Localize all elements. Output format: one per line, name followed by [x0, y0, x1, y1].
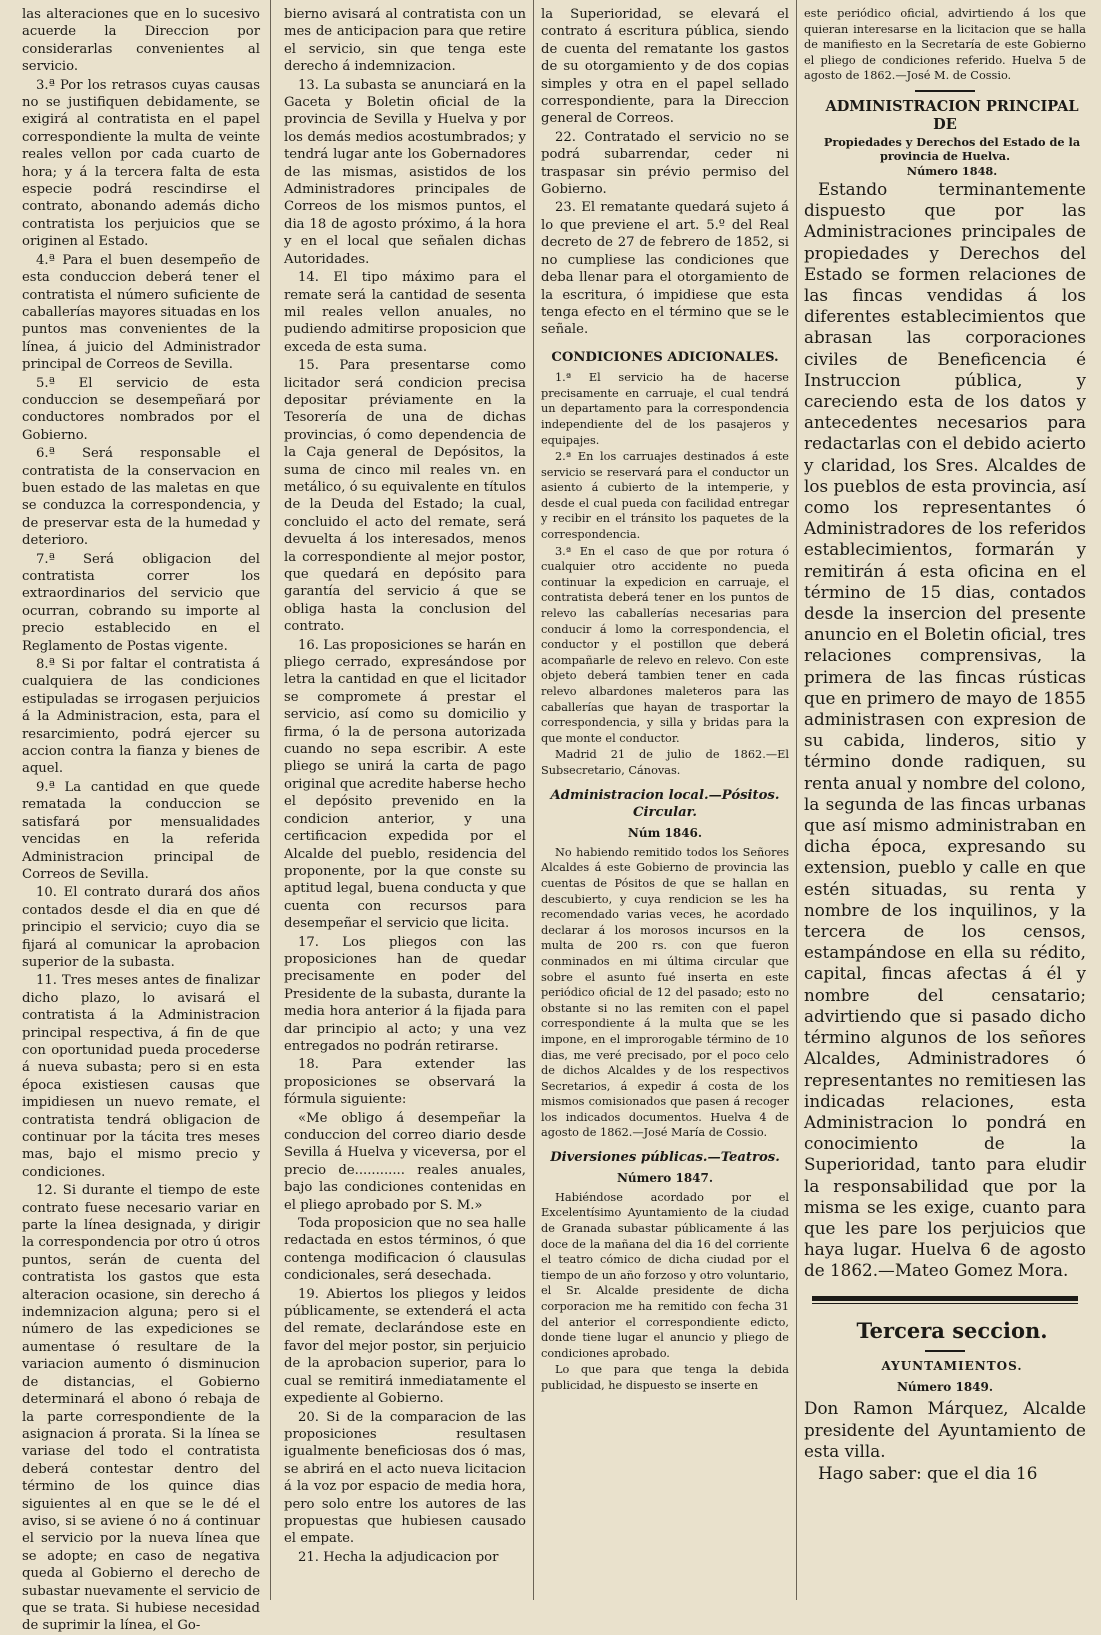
paragraph: las alteraciones que en lo sucesivo acuerde la Direccion por considerarlas convenientes al servicio. [22, 7, 260, 75]
paragraph: Habiéndose acordado por el Excelentísimo Ayuntamiento de la ciudad de Granada subastar públicamente á las doce de la mañana del dia 16 del corriente el teatro cómico de dicha ciudad por el tiempo de un año forzoso y otro voluntario, el Sr. Alcalde presidente de dicha corporacion me ha remitido con fecha 31 del anterior el correspondiente edicto, donde tiene lugar el anuncio y pliego de condiciones aprobado. [541, 1190, 789, 1360]
column-1 [22, 6, 260, 1634]
section-heading: Diversiones públicas.—Teatros. [550, 1150, 780, 1166]
paragraph: 14. El tipo máximo para el remate será la cantidad de sesenta mil reales vellon anuales, no pudiendo admitirse proposicion que exceda de esta suma. [284, 270, 526, 355]
paragraph: este periódico oficial, advirtiendo á los que quieran interesarse en la licitacion que se halla de manifiesto en la Secretaría de este Gobierno el pliego de condiciones referido. Huelva 5 de agosto de 1862.—José M. de Cossio. [804, 7, 1086, 83]
paragraph: 18. Para extender las proposiciones se observará la fórmula siguiente: [284, 1057, 526, 1108]
paragraph: «Me obligo á desempeñar la conduccion del correo diario desde Sevilla á Huelva y viceversa, por el precio de............ reales anuales, bajo las condiciones contenidas en el pliego aprobado por S. M.» [284, 1110, 526, 1213]
notice-number: Número 1847. [616, 1171, 714, 1186]
paragraph: 23. El rematante quedará sujeto á lo que previene el art. 5.º del Real decreto de 27 de febrero de 1852, si no cumpliese las condiciones que deba llenar para el otorgamiento de la escritura, ó impidiese que esta tenga efecto en el término que se le señale. [541, 200, 789, 338]
paragraph: 16. Las proposiciones se harán en pliego cerrado, expresándose por letra la cantidad en que el licitador se compromete á prestar el servicio, así como su domicilio y firma, ó la de persona autorizada cuando no sepa escribir. A este pliego se unirá la carta de pago original que acredite haberse hecho el depósito prevenido en la condicion anterior, y una certificacion expedida por el Alcalde del pueblo, residencia del proponente, por la que conste su aptitud legal, buena conducta y que cuenta con recursos para desempeñar el servicio que licita. [284, 637, 526, 932]
paragraph: 22. Contratado el servicio no se podrá subarrendar, ceder ni traspasar sin prévio permiso del Gobierno. [541, 129, 789, 198]
notice-text: Don Ramon Márquez, Alcalde presidente del Ayuntamiento de esta villa. [804, 1398, 1086, 1461]
separator [915, 90, 975, 92]
paragraph: No habiendo remitido todos los Señores Alcaldes á este Gobierno de provincia las cuentas de Pósitos de que se hallan en descubierto, y cuya rendicion se les ha recomendado varias veces, he acordado declarar á los morosos incursos en la multa de 200 rs. con que fueron conminados en mi última circular que sobre el asunto fué inserta en este periódico oficial de 12 del pasado; esto no obstante si no las remiten con el papel correspondiente á la multa que se les impone, en el improrogable término de 10 dias, me veré precisado, por el poco celo de dichos Alcaldes y de los respectivos Secretarios, á expedir á costa de los mismos comisionados que pasen á recoger los indicados documentos. Huelva 4 de agosto de 1862.—José María de Cossio. [541, 845, 789, 1140]
section-rule [812, 1296, 1078, 1301]
paragraph: Toda proposicion que no sea halle redactada en estos términos, ó que contenga modificacion ó clausulas condicionales, será desechada. [284, 1216, 526, 1284]
paragraph: 2.ª En los carruajes destinados á este servicio se reservará para el conductor un asiento á cubierto de la intemperie, y desde el cual pueda con facilidad entregar y recibir en el tránsito los paquetes de la correspondencia. [541, 450, 789, 542]
separator [925, 1350, 965, 1352]
paragraph: 11. Tres meses antes de finalizar dicho plazo, lo avisará el contratista á la Administracion principal respectiva, á fin de que con oportunidad pueda procederse á nueva subasta; pero si en esta época existiesen causas que impidiesen un nuevo remate, el contratista tendrá obligacion de continuar por la tácita tres meses mas, bajo el mismo precio y condiciones. [22, 973, 260, 1180]
paragraph: 8.ª Si por faltar el contratista á cualquiera de las condiciones estipuladas se irrogasen perjuicios á la Administracion, esta, para el resarcimiento, podrá ejercer su accion contra la fianza y bienes de aquel. [22, 657, 260, 777]
notice-number: Número 1849. [896, 1379, 994, 1394]
paragraph: Lo que para que tenga la debida publicidad, he dispuesto se inserte en [541, 1363, 789, 1392]
column-2 [284, 6, 526, 1594]
column-divider [533, 0, 534, 1600]
paragraph: 3.ª Por los retrasos cuyas causas no se justifiquen debidamente, se exigirá al contratista en el papel correspondiente la multa de veinte reales vellon por cada cuarto de hora; y á la tercera falta de esta especie podrá rescindirse el contrato, abonando además dicho contratista los perjuicios que se originen al Estado. [22, 77, 260, 250]
paragraph: 21. Hecha la adjudicacion por [298, 1549, 499, 1565]
paragraph: 15. Para presentarse como licitador será condicion precisa depositar préviamente en la Tesorería de una de dichas provincias, ó como dependencia de la Caja general de Depósitos, la suma de cinco mil reales vn. en metálico, ó su equivalente en títulos de la Deuda del Estado; la cual, concluido el acto del remate, será devuelta á los interesados, menos la correspondiente al mejor postor, que quedará en depósito para garantía del servicio á que se obliga hasta la conclusion del contrato. [284, 358, 527, 635]
subheading: CONDICIONES ADICIONALES. [551, 349, 779, 365]
notice-number: Número 1848. [906, 163, 998, 178]
section-title: Tercera seccion. [856, 1317, 1048, 1343]
paragraph: 20. Si de la comparacion de las proposiciones resultasen igualmente beneficiosas dos ó mas, se abrirá en el acto nueva licitacion á la voz por espacio de media hora, pero solo entre los autores de las propuestas que hubiesen causado el empate. [284, 1409, 526, 1547]
column-4 [804, 6, 1086, 1594]
paragraph: 6.ª Será responsable el contratista de la conservacion en buen estado de las maletas en que se conduzca la correspondencia, y de preservar esta de la humedad y deterioro. [22, 446, 260, 549]
notice-text: Hago saber: que el dia 16 [818, 1462, 1038, 1483]
paragraph: bierno avisará al contratista con un mes de anticipacion para que retire el servicio, sin que tenga este derecho á indemnizacion. [284, 7, 526, 75]
column-3 [541, 6, 789, 1594]
paragraph: 3.ª En el caso de que por rotura ó cualquier otro accidente no pueda continuar la expedicion en carruaje, el contratista deberá tener en los puntos de relevo las caballerías necesarias para conducir á lomo la correspondencia, el conductor y el postillon que deberá acompañarle de relevo en relevo. Con este objeto deberá tambien tener en cada relevo albardones maleteros para las caballerías que hayan de trasportar la correspondencia, y silla y bridas para la que monte el conductor. [541, 544, 789, 745]
notice-number: Núm 1846. [627, 826, 703, 841]
paragraph: 5.ª El servicio de esta conduccion se desempeñará por conductores nombrados por el Gobierno. [22, 375, 260, 443]
section-subtitle: AYUNTAMIENTOS. [881, 1358, 1023, 1373]
column-divider [270, 0, 271, 1600]
paragraph: 4.ª Para el buen desempeño de esta conduccion deberá tener el contratista el número suficiente de caballerías mayores situadas en los puntos mas convenientes de la línea, á juicio del Administrador principal de Correos de Sevilla. [22, 252, 260, 373]
column-divider [796, 0, 797, 1600]
admin-title: ADMINISTRACION PRINCIPAL DE [825, 97, 1079, 133]
paragraph: 1.ª El servicio ha de hacerse precisamente en carruaje, el cual tendrá un departamento para la correspondencia independiente del de los pasajeros y equipajes. [541, 371, 789, 447]
paragraph: 13. La subasta se anunciará en la Gaceta y Boletin oficial de la provincia de Sevilla y Huelva y por los demás medios acostumbrados; y tendrá lugar ante los Gobernadores de las mismas, asistidos de los Administradores principales de Correos de los mismos puntos, el dia 18 de agosto próximo, á la hora y en el local que señalen dichas Autoridades. [284, 77, 526, 267]
section-rule-thin [812, 1303, 1078, 1304]
admin-subtitle: Propiedades y Derechos del Estado de la provincia de Huelva. [823, 134, 1081, 163]
paragraph: 9.ª La cantidad en que quede rematada la conduccion se satisfará por mensualidades vencidas en la referida Administracion principal de Correos de Sevilla. [22, 779, 260, 882]
paragraph: 7.ª Será obligacion del contratista correr los extraordinarios del servicio que ocurran, cobrando su importe al precio establecido en el Reglamento de Postas vigente. [22, 551, 260, 654]
paragraph: 19. Abiertos los pliegos y leidos públicamente, se extenderá el acta del remate, declarándose este en favor del mejor postor, sin perjuicio de la aprobacion superior, para lo cual se remitirá inmediatamente el expediente al Gobierno. [284, 1286, 526, 1407]
paragraph: 10. El contrato durará dos años contados desde el dia en que dé principio el servicio; cuyo dia se fijará al comunicar la aprobacion superior de la subasta. [22, 885, 260, 970]
admin-notice-text: Estando terminantemente dispuesto que por las Administraciones principales de propiedades y Derechos del Estado se formen relaciones de las fincas vendidas á los diferentes establecimientos que abrasan las corporaciones civiles de Beneficencia é Instruccion pública, y careciendo esta de los datos y antecedentes necesarios para redactarlas con el debido acierto y claridad, los Sres. Alcaldes de los pueblos de esta provincia, así como los representantes ó Administradores de los referidos establecimientos, formarán y remitirán á esta oficina en el término de 15 dias, contados desde la insercion del presente anuncio en el Boletin oficial, tres relaciones comprensivas, la primera de las fincas rústicas que en primero de mayo de 1855 administrasen con expresion de su cabida, linderos, sitio y término donde radiquen, su renta anual y nombre del colono, la segunda de las fincas urbanas que así mismo administraban en dicha época, expresando su extension, pueblo y calle en que estén situadas, su renta y nombre de los inquilinos, y la tercera de los censos, estampándose en ella su rédito, capital, fincas afectas á él y nombre del censatario; advirtiendo que si pasado dicho término algunos de los señores Alcaldes, Administradores ó representantes no remitiesen las indicadas relaciones, esta Administracion lo pondrá en conocimiento de la Superioridad, tanto para eludir la responsabilidad que por la misma se les exige, cuanto para que les pare los perjuicios que haya lugar. Huelva 6 de agosto de 1862.—Mateo Gomez Mora. [804, 178, 1086, 1281]
section-heading: Administracion local.—Pósitos. Circular. [550, 787, 780, 820]
paragraph: Madrid 21 de julio de 1862.—El Subsecretario, Cánovas. [541, 748, 789, 777]
paragraph: la Superioridad, se elevará el contrato á escritura pública, siendo de cuenta del rematante los gastos de su otorgamiento y de dos copias simples y otra en el papel sellado correspondiente, para la Direccion general de Correos. [541, 7, 789, 127]
paragraph: 12. Si durante el tiempo de este contrato fuese necesario variar en parte la línea designada, y dirigir la correspondencia por otro ú otros puntos, serán de cuenta del contratista los gastos que esta alteracion ocasione, sin derecho á indemnizacion alguna; pero si el número de las expediciones se aumentase ó resultare de la variacion aumento ó disminucion de distancias, el Gobierno determinará el abono ó rebaja de la parte correspondiente de la asignacion á prorata. Si la línea se variase del todo el contratista deberá contestar dentro del término de los quince dias siguientes al en que se le dé el aviso, si se aviene ó no á continuar el servicio por la nueva línea que se adopte; en caso de negativa queda al Gobierno el derecho de subastar nuevamente el servicio de que se trata. Si hubiese necesidad de suprimir la línea, el Go- [22, 1183, 260, 1634]
paragraph: 17. Los pliegos con las proposiciones han de quedar precisamente en poder del Presidente de la subasta, durante la media hora anterior á la fijada para dar principio al acto; y una vez entregados no podrán retirarse. [284, 934, 526, 1054]
